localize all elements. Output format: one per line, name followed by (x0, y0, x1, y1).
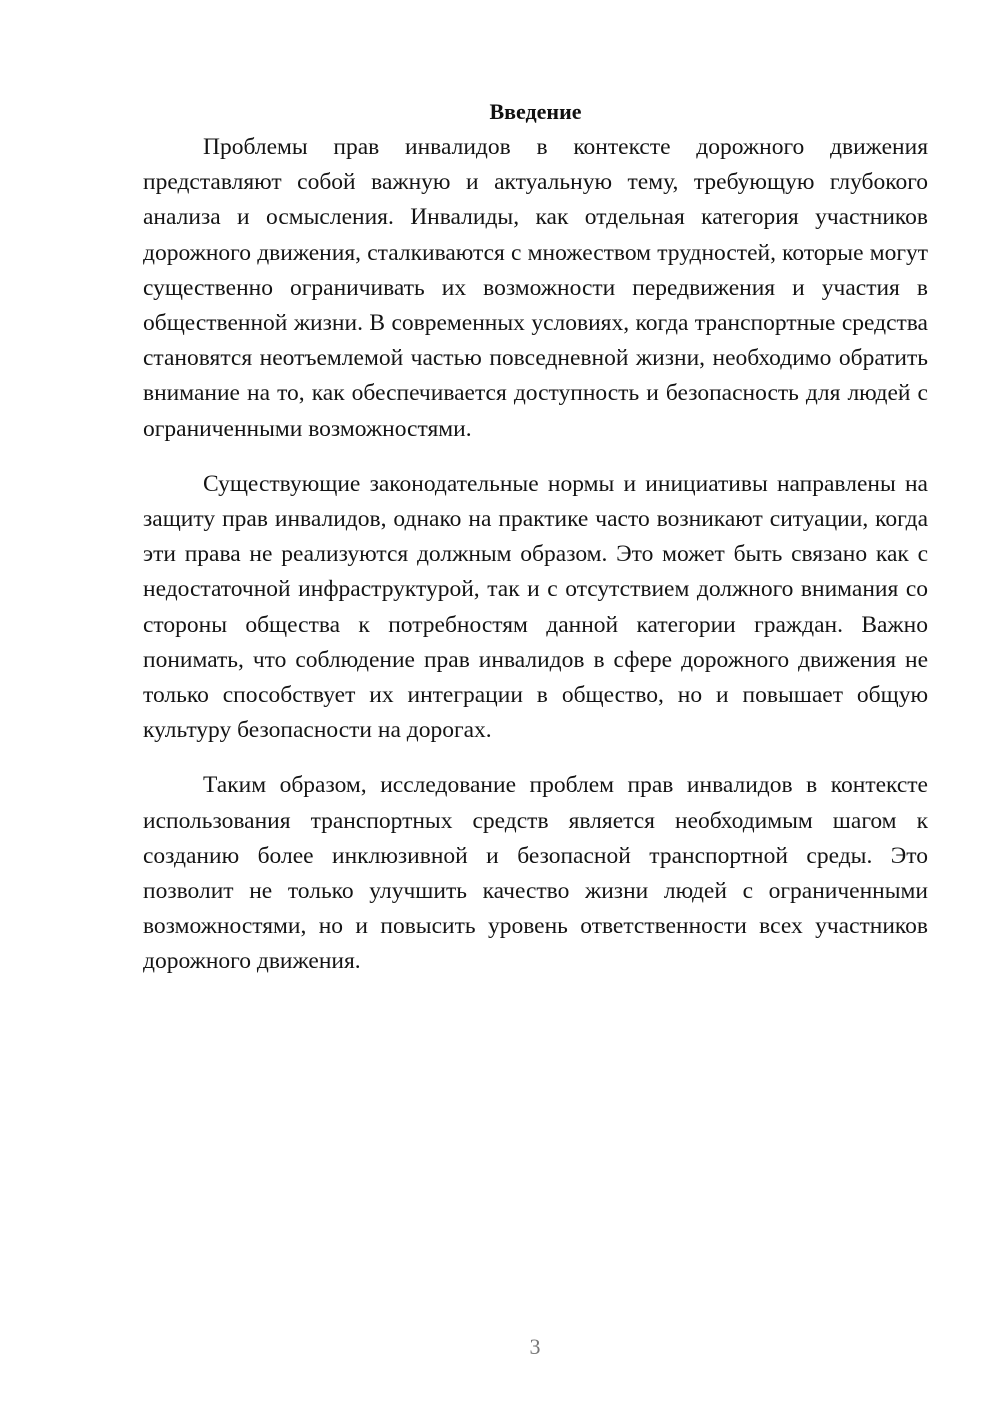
page-number: 3 (529, 1334, 541, 1359)
section-heading: Введение (489, 99, 582, 124)
document-body (143, 96, 928, 980)
paragraph-2: Существующие законодательные нормы и инициативы направлены на защиту прав инвалидов, однако на практике часто возникают ситуации, когда эти права не реализуются должным образом. Это может быть связано как с недостаточной инфраструктурой, так и с отсутствием должного внимания со стороны общества к потребностям данной категории граждан. Важно понимать, что соблюдение прав инвалидов в сфере дорожного движения не только способствует их интеграции в общество, но и повышает общую культуру безопасности на дорогах. (143, 470, 928, 744)
paragraph-1: Проблемы прав инвалидов в контексте дорожного движения представляют собой важную и актуальную тему, требующую глубокого анализа и осмысления. Инвалиды, как отдельная категория участников дорожного движения, сталкиваются с множеством трудностей, которые могут существенно ограничивать их возможности передвижения и участия в общественной жизни. В современных условиях, когда транспортные средства становятся неотъемлемой частью повседневной жизни, необходимо обратить внимание на то, как обеспечивается доступность и безопасность для людей с ограниченными возможностями. (143, 134, 928, 442)
paragraph-3: Таким образом, исследование проблем прав инвалидов в контексте использования транспортных средств является необходимым шагом к созданию более инклюзивной и безопасной транспортной среды. Это позволит не только улучшить качество жизни людей с ограниченными возможностями, но и повысить уровень ответственности всех участников дорожного движения. (143, 772, 928, 975)
